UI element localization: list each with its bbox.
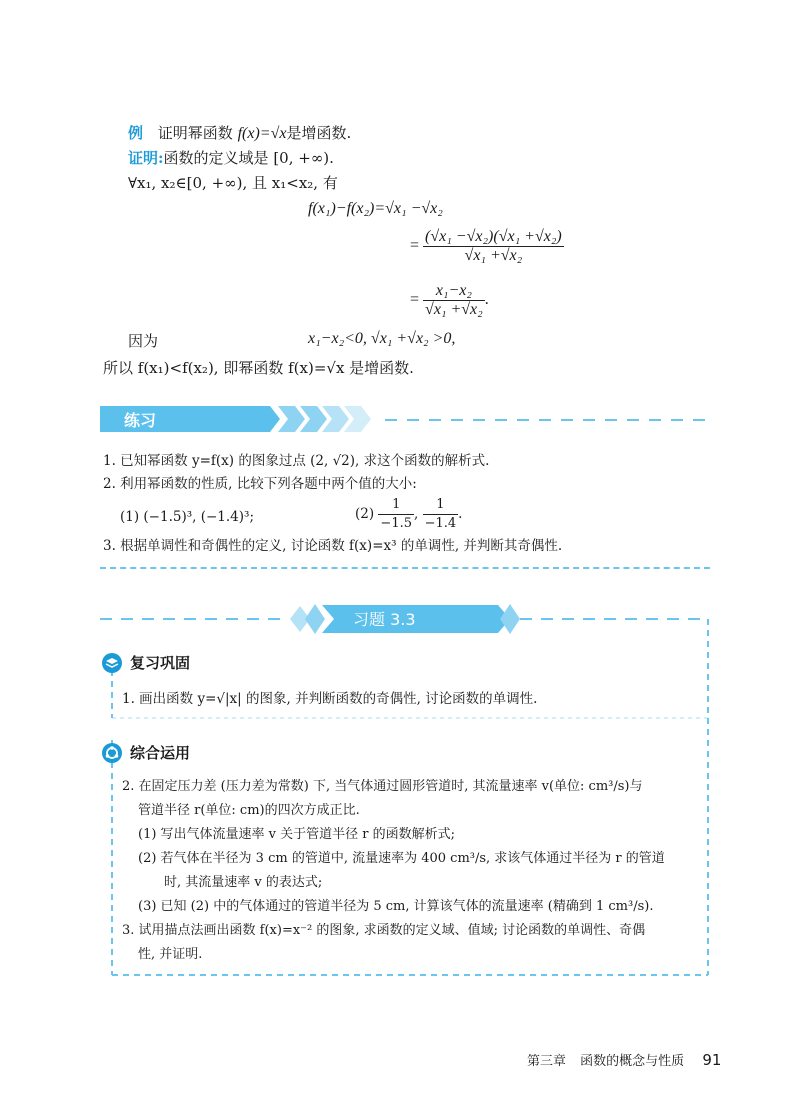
cycle-icon (101, 742, 123, 764)
example-line (128, 122, 351, 145)
eq2-denominator: √x₁ +√x₂ (464, 247, 523, 264)
exercise-2-sub-2b: 时, 其流量速率 v 的表达式; (164, 875, 323, 890)
eq3-numerator: x₁−x₂ (423, 282, 485, 301)
q2b-num1: 1 (378, 496, 414, 515)
exercise-2-sub-3: (3) 已知 (2) 中的气体通过的管道半径为 5 cm, 计算该气体的流量速率 (精确到 1 cm³/s). (138, 899, 654, 914)
exercise-2-sub-2a: (2) 若气体在半径为 3 cm 的管道中, 流量速率为 400 cm³/s, 求该气体通过半径为 r 的管道 (138, 851, 665, 866)
proof-equation-1: f(x₁)−f(x₂)=√x₁ −√x₂ (308, 200, 443, 217)
layers-icon (101, 652, 123, 674)
exercise-1: 1. 画出函数 y=√|x| 的图象, 并判断函数的奇偶性, 讨论函数的单调性. (122, 691, 538, 707)
eq2-numerator: (√x₁ −√x₂)(√x₁ +√x₂) (425, 228, 562, 245)
proof-label: 证明: (128, 149, 164, 167)
because-expression: x₁−x₂<0, √x₁ +√x₂ >0, (308, 330, 456, 347)
practice-title: 练习 (124, 411, 157, 430)
exercise-3-line-2: 性, 并证明. (138, 947, 203, 962)
proof-line-2: ∀x₁, x₂∈[0, +∞), 且 x₁<x₂, 有 (128, 174, 338, 192)
exercise-2-line-2: 管道半径 r(单位: cm)的四次方成正比. (138, 803, 360, 818)
practice-q2a: (1) (−1.5)³, (−1.4)³; (120, 509, 254, 525)
page-footer (527, 1050, 721, 1069)
q2b-label: (2) (355, 506, 375, 522)
example-statement-pre: 证明幂函数 (157, 124, 233, 142)
proof-line-1 (128, 147, 334, 169)
example-label: 例 (128, 124, 144, 142)
q2b-den1: −1.5 (380, 516, 412, 531)
eq3-denominator: √x₁ +√x₂ (425, 301, 483, 318)
q2b-num2: 1 (423, 496, 459, 515)
practice-q2: 2. 利用幂函数的性质, 比较下列各题中两个值的大小: (103, 476, 417, 492)
exercise-2-sub-1: (1) 写出气体流量速率 v 关于管道半径 r 的函数解析式; (138, 827, 456, 842)
exercise-2-line-1: 2. 在固定压力差 (压力差为常数) 下, 当气体通过圆形管道时, 其流量速率 v(单位: cm³/s)与 (122, 779, 643, 794)
example-statement-post: 是增函数. (286, 124, 352, 142)
exercise-title: 习题 3.3 (353, 610, 416, 629)
footer-chapter: 第三章 (527, 1054, 567, 1069)
practice-header-banner (100, 406, 710, 432)
page-number: 91 (702, 1051, 722, 1069)
practice-q3: 3. 根据单调性和奇偶性的定义, 讨论函数 f(x)=x³ 的单调性, 并判断其奇偶性. (103, 538, 563, 554)
practice-q2b: (2) $\frac{1}{-1.5}$ , $\frac{1}{-1.4}$ . (355, 497, 463, 531)
because-label: 因为 (128, 332, 159, 350)
proof-equation-2: = $\frac{\text{(√x₁ −√x₂)(√x₁ +√x₂)}}{\text{√x₁ +√x₂}}$ (410, 228, 562, 264)
section-review-title: 复习巩固 (130, 654, 191, 672)
q2b-den2: −1.4 (424, 516, 457, 531)
footer-chapter-title: 函数的概念与性质 (580, 1054, 685, 1069)
proof-equation-3: = $\frac{\text{x₁−x₂}}{\text{√x₁ +√x₂}}$ . (410, 282, 489, 318)
exercise-3-line-1: 3. 试用描点法画出函数 f(x)=x⁻² 的图象, 求函数的定义域、值域; 讨论函数的单调性、奇偶 (122, 923, 646, 938)
practice-q1: 1. 已知幂函数 y=f(x) 的图象过点 (2, √2), 求这个函数的解析式. (103, 453, 490, 469)
practice-bottom-divider (100, 567, 710, 569)
example-statement-math: f(x)=√x (237, 125, 287, 142)
section-apply-title: 综合运用 (130, 744, 191, 762)
proof-domain: 函数的定义域是 [0, +∞). (163, 149, 334, 167)
proof-conclusion: 所以 f(x₁)<f(x₂), 即幂函数 f(x)=√x 是增函数. (103, 359, 414, 377)
